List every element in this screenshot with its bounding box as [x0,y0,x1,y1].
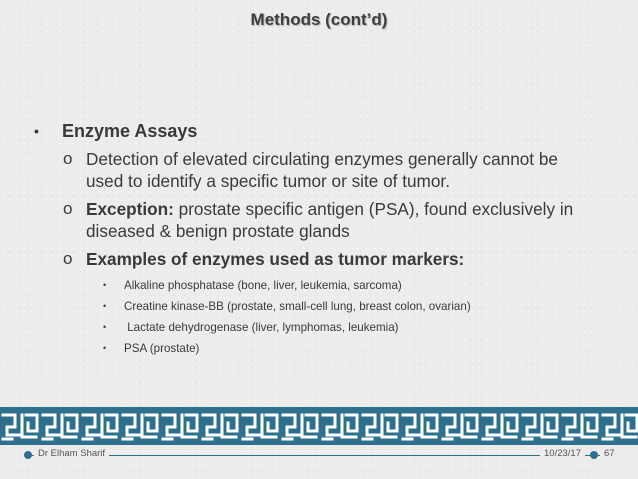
dot-bullet-icon: • [103,343,107,353]
decorative-pattern-band [0,407,638,445]
footer-page-number: 67 [600,448,619,459]
footer-dot-right [590,451,598,459]
dot-bullet-icon: • [103,280,107,290]
example-item [34,278,594,293]
example-text: Alkaline phosphatase (bone, liver, leukemia, sarcoma) [124,279,402,292]
footer-author: Dr Elham Sharif [34,448,109,459]
dot-bullet-icon: • [103,322,107,332]
point-bold-label: Examples of enzymes used as tumor markers: [86,249,465,269]
example-item [34,320,594,335]
slide-title: Methods (cont’d) [250,10,388,29]
dot-bullet-icon: • [103,301,107,311]
circle-bullet-icon: o [63,199,73,218]
geometric-pattern-icon [0,407,638,445]
example-text: Lactate dehydrogenase (liver, lymphomas, leukemia) [124,321,399,334]
point-bold-label: Exception: [86,199,174,219]
footer-date: 10/23/17 [540,448,585,459]
point-item [34,248,594,270]
example-item [34,299,594,314]
footer-rule [26,455,616,456]
circle-bullet-icon: o [63,249,73,268]
example-text: Creatine kinase-BB (prostate, small-cell lung, breast colon, ovarian) [124,300,471,313]
point-item [34,148,594,192]
slide-content [34,118,594,362]
bullet-icon: • [34,123,39,139]
heading-text: Enzyme Assays [62,121,198,141]
point-item [34,198,594,242]
example-item [34,341,594,356]
circle-bullet-icon: o [63,149,73,168]
footer-dot-left [24,451,32,459]
heading-bullet [34,118,594,144]
point-text: prostate specific antigen (PSA), found exclusively in diseased & benign prostate glands [86,199,574,241]
example-text: PSA (prostate) [124,342,200,355]
point-text: Detection of elevated circulating enzymes generally cannot be used to identify a specific tumor or site of tumor. [86,149,558,191]
